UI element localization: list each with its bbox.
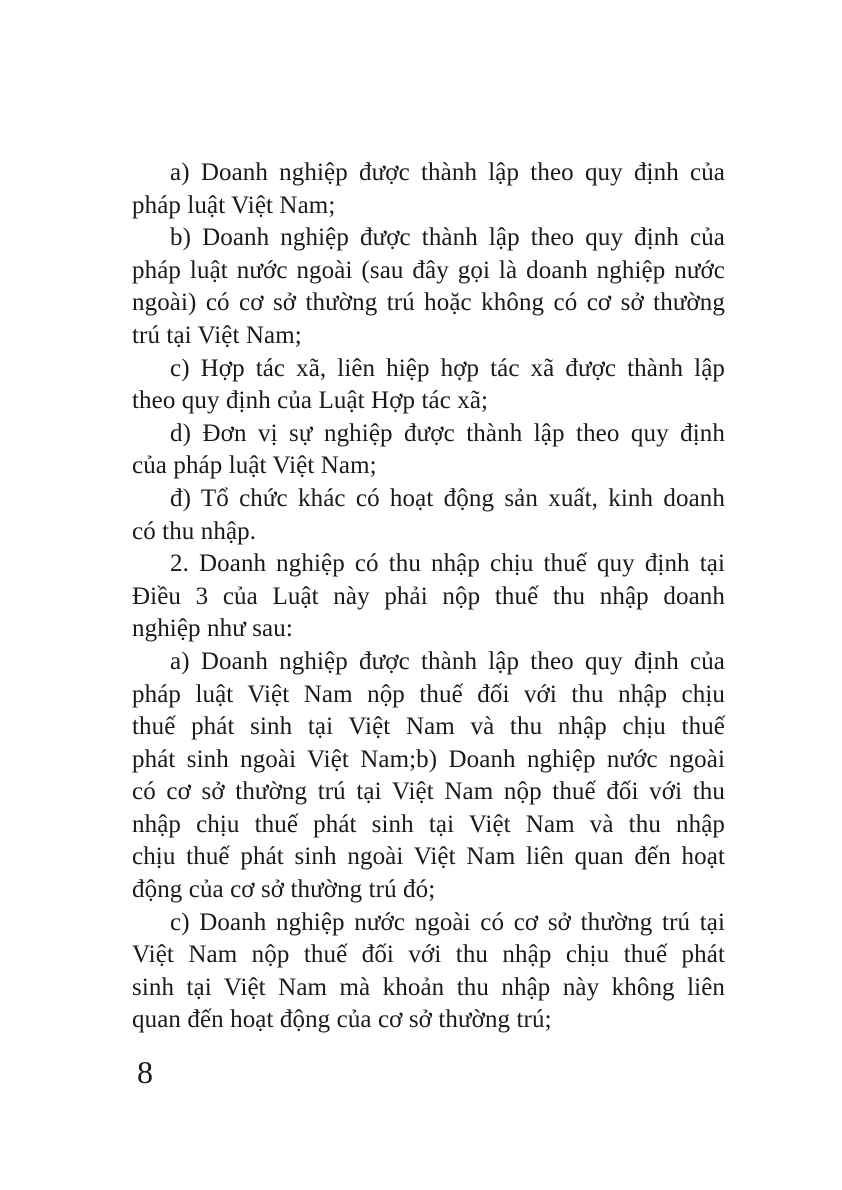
text-line: pháp luật Việt Nam; <box>132 191 336 219</box>
text-line: chịu thuế phát sinh ngoài Việt Nam liên quan đến hoạt <box>132 843 725 871</box>
text-line: 2. Doanh nghiệp có thu nhập chịu thuế quy định tại <box>170 550 725 578</box>
text-line: c) Hợp tác xã, liên hiệp hợp tác xã được thành lập <box>170 354 725 382</box>
text-line: pháp luật Việt Nam nộp thuế đối với thu nhập chịu <box>132 680 725 708</box>
paragraph <box>132 907 725 1037</box>
text-line: a) Doanh nghiệp được thành lập theo quy định của <box>170 647 725 675</box>
text-line: có cơ sở thường trú tại Việt Nam nộp thuế đối với thu <box>132 778 725 806</box>
body-text <box>132 157 725 1037</box>
paragraph <box>132 548 725 646</box>
text-line: ngoài) có cơ sở thường trú hoặc không có cơ sở thường <box>132 289 725 317</box>
text-line: trú tại Việt Nam; <box>132 321 302 349</box>
text-line: d) Đơn vị sự nghiệp được thành lập theo quy định <box>170 419 725 447</box>
paragraph <box>132 157 725 222</box>
text-line: Việt Nam nộp thuế đối với thu nhập chịu thuế phát <box>132 941 725 969</box>
text-line: của pháp luật Việt Nam; <box>132 452 377 480</box>
paragraph <box>132 483 725 548</box>
text-line: nghiệp như sau: <box>132 615 293 643</box>
text-line: c) Doanh nghiệp nước ngoài có cơ sở thường trú tại <box>170 908 725 936</box>
text-line: a) Doanh nghiệp được thành lập theo quy định của <box>170 159 725 186</box>
text-line: Điều 3 của Luật này phải nộp thuế thu nhập doanh <box>132 582 725 610</box>
text-line: đ) Tổ chức khác có hoạt động sản xuất, kinh doanh <box>170 484 725 512</box>
text-line: sinh tại Việt Nam mà khoản thu nhập này không liên <box>132 973 725 1001</box>
text-line: có thu nhập. <box>132 517 257 545</box>
text-line: b) Doanh nghiệp được thành lập theo quy định của <box>170 224 725 252</box>
paragraph <box>132 353 725 418</box>
text-line: quan đến hoạt động của cơ sở thường trú; <box>132 1006 552 1034</box>
paragraph <box>132 418 725 483</box>
paragraph <box>132 646 725 907</box>
page-number: 8 <box>137 1054 153 1090</box>
text-line: pháp luật nước ngoài (sau đây gọi là doanh nghiệp nước <box>132 256 725 284</box>
text-line: phát sinh ngoài Việt Nam;b) Doanh nghiệp nước ngoài <box>132 745 725 773</box>
paragraph <box>132 222 725 352</box>
text-line: động của cơ sở thường trú đó; <box>132 876 436 904</box>
text-line: thuế phát sinh tại Việt Nam và thu nhập chịu thuế <box>132 713 725 741</box>
text-line: nhập chịu thuế phát sinh tại Việt Nam và thu nhập <box>132 810 725 838</box>
text-line: theo quy định của Luật Hợp tác xã; <box>132 387 489 415</box>
